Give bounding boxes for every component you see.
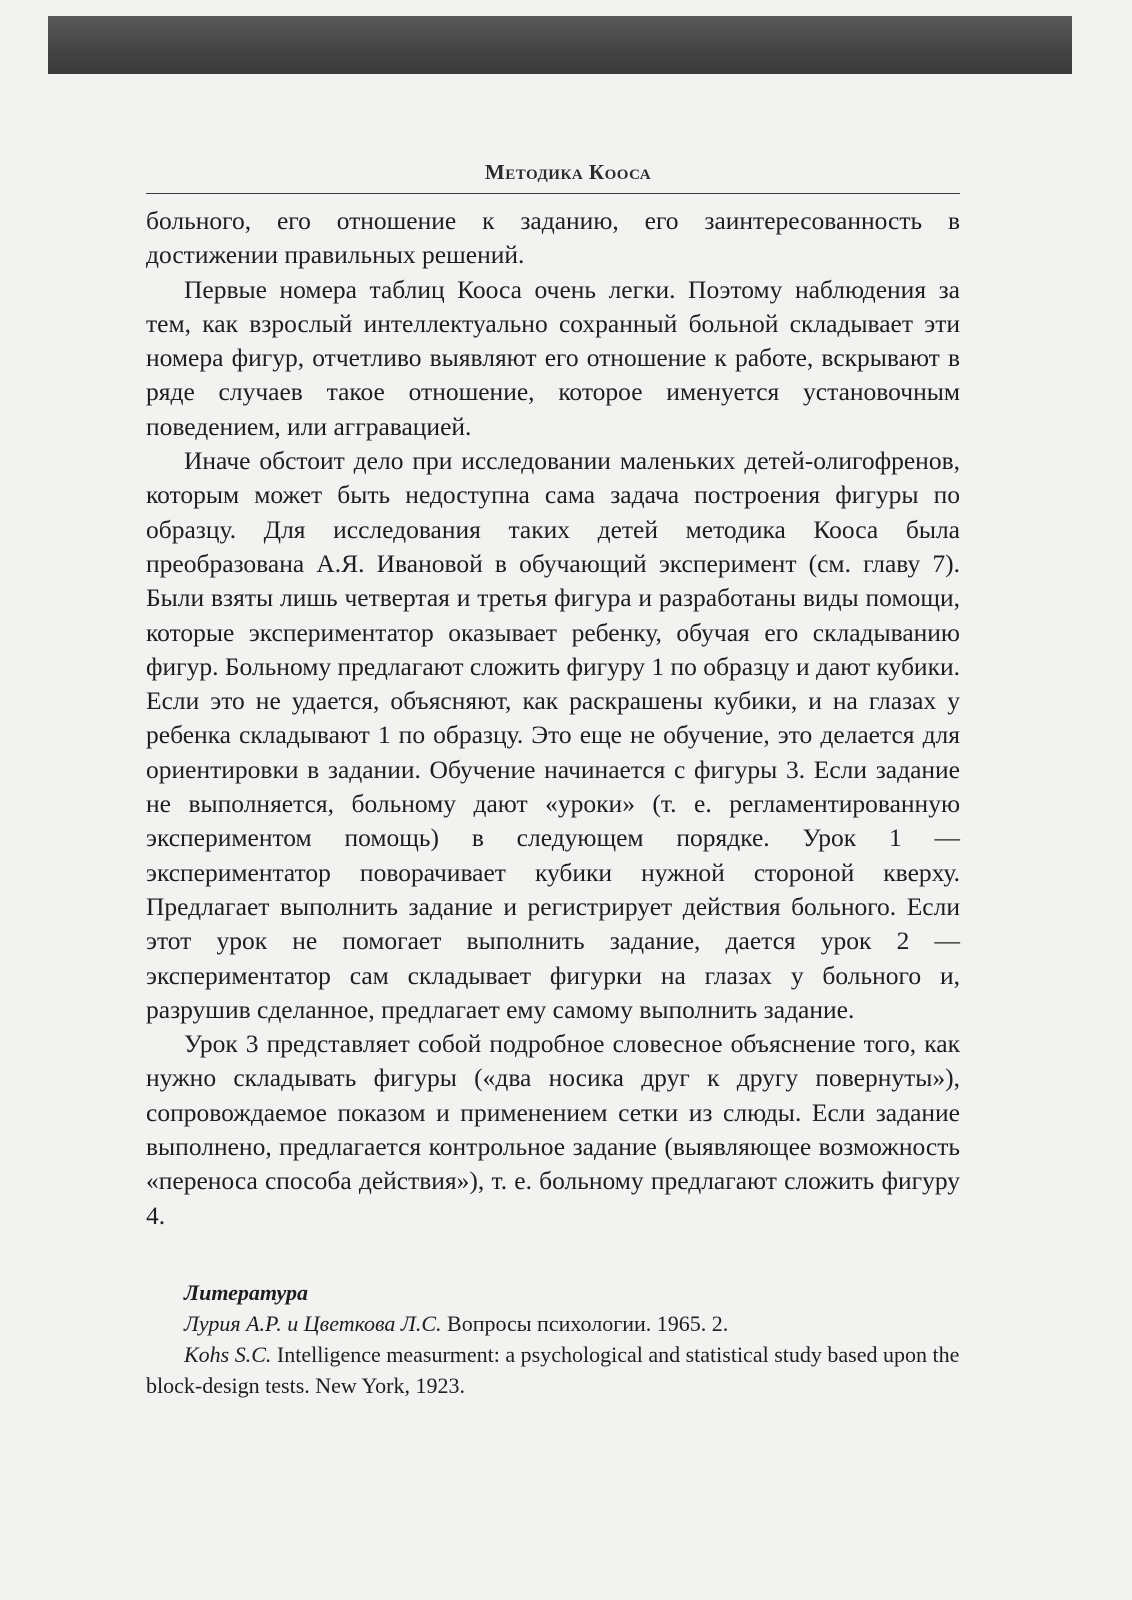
reference-details: Вопросы психологии. 1965. 2.	[441, 1310, 729, 1336]
references-heading: Литература	[184, 1279, 308, 1305]
paragraph: Иначе обстоит дело при исследовании маленьких детей-олигофренов, которым может быть недоступна сама задача построения фигуры по образцу. Для исследования таких детей методика Кооса была преобразована А.Я. Ивановой в обучающий эксперимент (см. главу 7). Были взяты лишь четвертая и третья фигура и разработаны виды помощи, которые экспериментатор оказывает ребенку, обучая его складыванию фигур. Больному предлагают сложить фигуру 1 по образцу и дают кубики. Если это не удается, объясняют, как раскрашены кубики, и на глазах у ребенка складывают 1 по образцу. Это еще не обучение, это делается для ориентировки в задании. Обучение начинается с фигуры 3. Если задание не выполняется, больному дают «уроки» (т. е. регламентированную экспериментом помощь) в следующем порядке. Урок 1 — экспериментатор поворачивает кубики нужной стороной кверху. Предлагает выполнить задание и регистрирует действия больного. Если этот урок не помогает выполнить задание, дается урок 2 — экспериментатор сам складывает фигурки на глазах у больного и, разрушив сделанное, предлагает ему самому выполнить задание.	[146, 446, 960, 1024]
references-section	[146, 1277, 960, 1401]
paragraph: Урок 3 представляет собой подробное словесное объяснение того, как нужно складывать фигуры («два носика друг к другу повернуты»), сопровождаемое показом и применением сетки из слюды. Если задание выполнено, предлагается контрольное задание (выявляющее возможность «переноса способа действия»), т. е. больному предлагают сложить фигуру 4.	[146, 1029, 960, 1230]
reference-author: Kohs S.C.	[184, 1341, 272, 1367]
running-head: Методика Кооса	[484, 160, 652, 184]
reference-item	[146, 1308, 960, 1339]
reference-item	[146, 1339, 960, 1401]
scan-top-bar	[48, 16, 1072, 74]
paragraph: больного, его отношение к заданию, его заинтересованность в достижении правильных решений.	[146, 206, 960, 270]
body-text	[146, 204, 960, 1233]
header-rule	[146, 193, 960, 194]
book-page	[146, 160, 960, 1401]
reference-author: Лурия А.Р. и Цветкова Л.С.	[184, 1310, 442, 1336]
reference-details: Intelligence measurment: a psychological and statistical study based upon the block-design tests. New York, 1923.	[146, 1341, 960, 1398]
paragraph: Первые номера таблиц Кооса очень легки. Поэтому наблюдения за тем, как взрослый интеллектуально сохранный больной складывает эти номера фигур, отчетливо выявляют его отношение к работе, вскрывают в ряде случаев такое отношение, которое именуется установочным поведением, или аггравацией.	[146, 274, 960, 441]
